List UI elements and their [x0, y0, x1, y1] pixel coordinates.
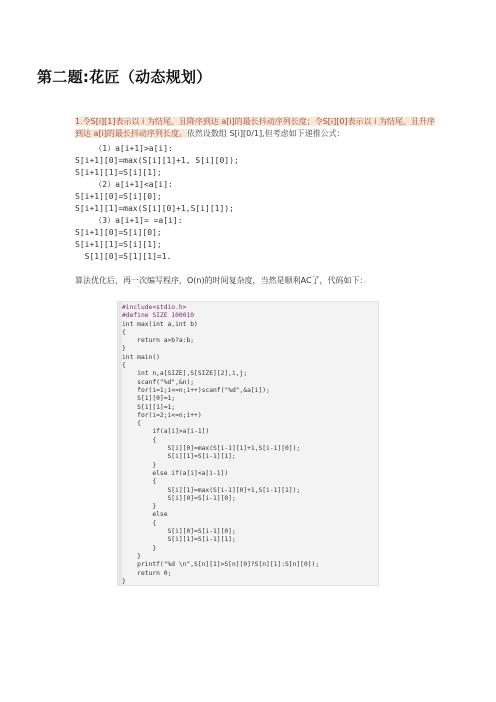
intro-paragraph	[75, 116, 441, 140]
code-line: {	[122, 420, 141, 428]
code-line: for(i=2;i<=n;i++)	[122, 411, 202, 419]
code-line: }	[122, 552, 141, 560]
code-line: }	[122, 345, 126, 353]
formula-line: （1）a[i+1]>a[i]:	[75, 144, 173, 153]
code-line: }	[122, 461, 157, 469]
code-line: }	[122, 503, 157, 511]
highlighted-definition: 1.令S[i][1]表示以 i 为结尾，且降序到达 a[i]的最长抖动序列长度；令S[i][0]表示以 i 为结尾，且升序到达 a[i]的最长抖动序列长度。	[75, 117, 435, 138]
code-line: return a>b?a:b;	[122, 337, 195, 345]
code-line: #define SIZE 100010	[122, 312, 195, 320]
code-line: }	[122, 577, 126, 585]
code-line: for(i=1;i<=n;i++)scanf("%d",&a[i]);	[122, 386, 270, 394]
code-line: {	[122, 519, 157, 527]
code-line: S[i][1]=max(S[i-1][0]+1,S[i-1][1]);	[122, 486, 301, 494]
formula-line: S[i+1][0]=S[i][0];	[75, 192, 162, 201]
code-line: {	[122, 436, 157, 444]
code-line: S[1][1]=1;	[122, 403, 176, 411]
code-line: {	[122, 362, 126, 370]
code-line: return 0;	[122, 569, 172, 577]
formula-line: S[i+1][1]=S[i][1];	[75, 168, 162, 177]
summary-paragraph: 算法优化后，再一次编写程序，O(n)的时间复杂度，当然是顺利AC了，代码如下：	[75, 276, 368, 285]
formula-line: （3）a[i+1]= =a[i]:	[75, 216, 183, 225]
code-line: {	[122, 478, 157, 486]
code-line: #include<stdio.h>	[122, 304, 187, 311]
formula-line: S[i+1][1]=max(S[i][0]+1,S[i][1]);	[75, 204, 234, 213]
formula-line: S[i+1][0]=max(S[i][1]+1, S[i][0]);	[75, 156, 239, 165]
code-line: if(a[i]>a[i-1])	[122, 428, 210, 436]
formula-line: S[i+1][0]=S[i][0];	[75, 228, 162, 237]
code-line: int max(int a,int b)	[122, 320, 198, 328]
formula-line: S[i+1][1]=S[i][1];	[75, 240, 162, 249]
formula-line: S[1][0]=S[1][1]=1.	[75, 252, 172, 261]
code-listing	[122, 304, 319, 586]
formula-line: （2）a[i+1]<a[i]:	[75, 180, 173, 189]
recurrence-formulas	[75, 143, 445, 263]
code-line: else	[122, 511, 168, 519]
code-line: S[i][1]=S[i-1][1];	[122, 536, 236, 544]
code-line: {	[122, 328, 126, 336]
code-line: printf("%d \n",S[n][1]>S[n][0]?S[n][1]:S[n][0]);	[122, 561, 320, 569]
intro-continuation: 依然设数组 S[i][0/1],但考虑如下递推公式：	[186, 129, 345, 138]
code-line: int n,a[SIZE],S[SIZE][2],i,j;	[122, 370, 248, 378]
code-block	[117, 301, 379, 586]
code-line: S[1][0]=1;	[122, 395, 176, 403]
code-line: S[i][1]=S[i-1][1];	[122, 453, 236, 461]
code-line: S[i][0]=max(S[i-1][1]+1,S[i-1][0]);	[122, 445, 301, 453]
section-heading: 第二题:花匠（动态规划）	[37, 68, 212, 86]
code-line: S[i][0]=S[i-1][0];	[122, 528, 236, 536]
code-line: else if(a[i]<a[i-1])	[122, 469, 229, 477]
code-line: }	[122, 544, 157, 552]
code-line: scanf("%d",&n);	[122, 378, 195, 386]
code-line: S[i][0]=S[i-1][0];	[122, 494, 236, 502]
code-line: int main()	[122, 353, 160, 361]
